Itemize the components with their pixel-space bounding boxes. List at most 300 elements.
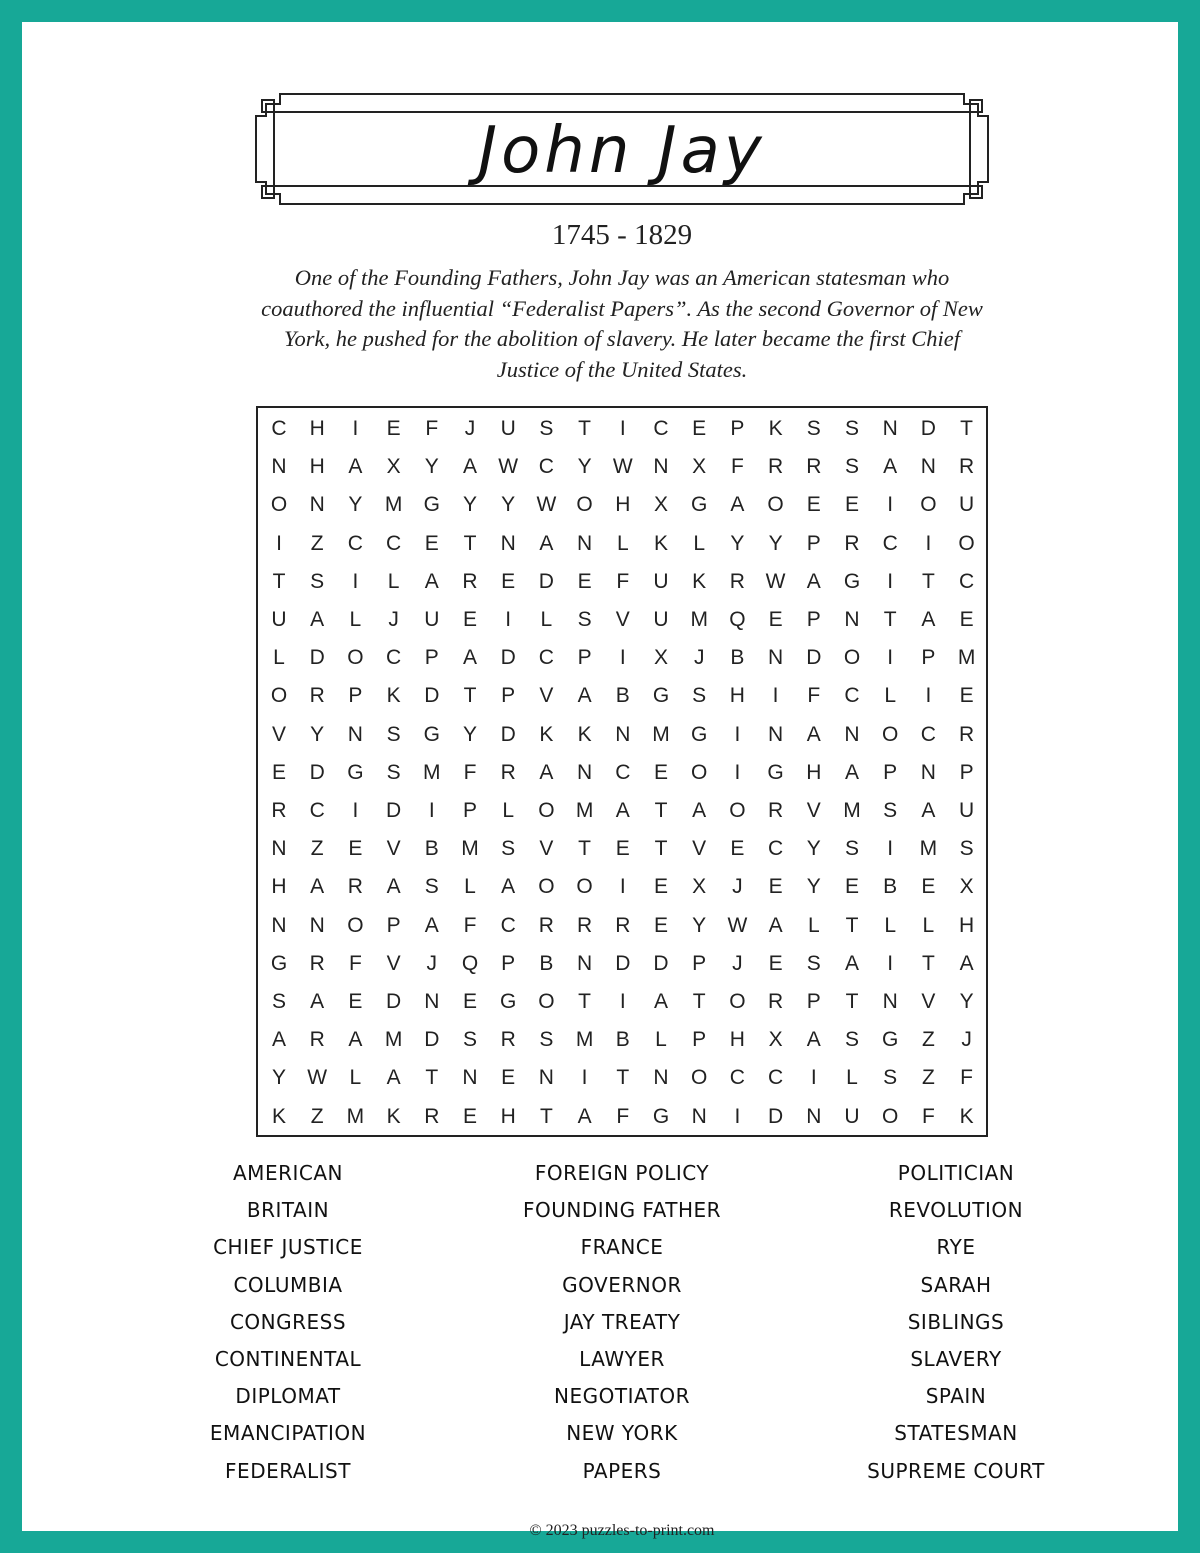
grid-letter: F bbox=[463, 760, 477, 784]
grid-letter: E bbox=[653, 913, 668, 937]
grid-letter: P bbox=[501, 684, 516, 708]
grid-letter: L bbox=[807, 913, 820, 937]
grid-letter: A bbox=[921, 608, 936, 631]
word-bank-item: GOVERNOR bbox=[562, 1272, 682, 1297]
grid-letter: A bbox=[310, 990, 325, 1013]
grid-letter: M bbox=[575, 799, 594, 822]
word-bank-item: LAWYER bbox=[579, 1346, 665, 1371]
grid-letter: P bbox=[921, 646, 936, 670]
grid-letter: L bbox=[502, 799, 515, 822]
word-bank-item: NEGOTIATOR bbox=[554, 1384, 690, 1409]
grid-letter: A bbox=[806, 569, 821, 593]
word-bank-item: SPAIN bbox=[925, 1384, 987, 1409]
grid-letter: S bbox=[577, 608, 592, 631]
grid-letter: G bbox=[423, 722, 440, 746]
grid-letter: I bbox=[619, 417, 626, 440]
biography-description: One of the Founding Fathers, John Jay was an American statesman who coauthored the influential “Federalist Papers”. As the second Governor of New York, he pushed for the abolition of slavery. He later became the first Chief Justice of the United States. bbox=[261, 265, 983, 382]
grid-letter: O bbox=[270, 493, 288, 517]
grid-letter: E bbox=[768, 951, 783, 975]
grid-letter: S bbox=[806, 417, 821, 440]
grid-letter: I bbox=[925, 684, 932, 708]
grid-letter: V bbox=[921, 990, 936, 1013]
grid-letter: S bbox=[844, 417, 859, 440]
grid-letter: K bbox=[386, 1104, 401, 1128]
grid-row bbox=[258, 792, 986, 830]
grid-letter: I bbox=[619, 646, 626, 670]
grid-letter: E bbox=[501, 1066, 516, 1090]
grid-letter: Y bbox=[310, 722, 325, 746]
grid-letter: D bbox=[806, 646, 822, 670]
grid-letter: C bbox=[959, 569, 975, 593]
grid-letter: L bbox=[655, 1028, 667, 1052]
grid-letter: R bbox=[768, 990, 784, 1013]
grid-letter: K bbox=[959, 1104, 974, 1128]
grid-letter: R bbox=[844, 531, 860, 555]
grid-letter: Z bbox=[310, 837, 324, 861]
grid-letter: G bbox=[691, 722, 708, 746]
grid-letter: V bbox=[615, 608, 630, 631]
grid-letter: T bbox=[845, 990, 859, 1013]
grid-letter: E bbox=[462, 990, 477, 1013]
grid-letter: Y bbox=[959, 990, 974, 1013]
grid-row bbox=[258, 486, 986, 524]
grid-row bbox=[258, 563, 986, 601]
grid-letter: E bbox=[768, 875, 783, 899]
grid-letter: S bbox=[844, 837, 859, 861]
grid-letter: P bbox=[959, 760, 974, 784]
grid-letter: R bbox=[500, 1028, 516, 1052]
grid-letter: I bbox=[619, 990, 626, 1013]
grid-letter: A bbox=[653, 990, 668, 1013]
grid-letter: N bbox=[462, 1066, 478, 1090]
grid-letter: S bbox=[539, 1028, 554, 1052]
grid-letter: G bbox=[652, 684, 670, 708]
grid-letter: R bbox=[538, 913, 554, 937]
grid-letter: G bbox=[423, 493, 440, 517]
grid-row bbox=[258, 448, 986, 486]
grid-letter: N bbox=[768, 722, 784, 746]
grid-letter: N bbox=[691, 1104, 707, 1128]
grid-letter: O bbox=[691, 1066, 708, 1090]
grid-letter: B bbox=[883, 875, 898, 899]
grid-letter: Y bbox=[577, 455, 592, 479]
grid-letter: I bbox=[810, 1066, 817, 1090]
grid-letter: I bbox=[581, 1066, 588, 1090]
grid-letter: M bbox=[575, 1028, 594, 1052]
grid-letter: E bbox=[921, 875, 936, 899]
word-bank-column-1 bbox=[108, 1155, 468, 1490]
grid-letter: O bbox=[538, 799, 555, 822]
grid-letter: I bbox=[352, 799, 359, 822]
grid-letter: Y bbox=[806, 875, 821, 899]
grid-letter: R bbox=[729, 569, 745, 593]
grid-letter: O bbox=[576, 875, 593, 899]
grid-letter: W bbox=[536, 493, 557, 517]
grid-letter: W bbox=[612, 455, 633, 479]
grid-letter: H bbox=[271, 875, 287, 899]
grid-letter: Q bbox=[461, 951, 479, 975]
grid-letter: N bbox=[882, 990, 898, 1013]
grid-letter: V bbox=[539, 837, 554, 861]
grid-letter: F bbox=[616, 1104, 630, 1128]
grid-letter: T bbox=[272, 569, 286, 593]
grid-letter: N bbox=[653, 455, 669, 479]
grid-letter: C bbox=[768, 837, 784, 861]
grid-letter: F bbox=[425, 417, 439, 440]
grid-letter: N bbox=[271, 837, 287, 861]
grid-letter: C bbox=[386, 646, 402, 670]
grid-letter: B bbox=[615, 684, 630, 708]
word-search-grid bbox=[256, 406, 988, 1137]
grid-letter: G bbox=[347, 760, 364, 784]
grid-letter: I bbox=[734, 1104, 741, 1128]
grid-letter: P bbox=[692, 951, 707, 975]
word-bank-item: SIBLINGS bbox=[907, 1309, 1005, 1334]
grid-letter: B bbox=[424, 837, 439, 861]
grid-letter: I bbox=[619, 875, 626, 899]
grid-letter: C bbox=[386, 531, 402, 555]
grid-letter: L bbox=[884, 684, 897, 708]
grid-letter: U bbox=[844, 1104, 860, 1128]
grid-letter: K bbox=[577, 722, 592, 746]
grid-letter: A bbox=[806, 1028, 821, 1052]
word-bank-item: CHIEF JUSTICE bbox=[213, 1235, 363, 1260]
grid-letter: S bbox=[310, 569, 325, 593]
grid-letter: P bbox=[806, 531, 821, 555]
grid-letter: A bbox=[921, 799, 936, 822]
grid-letter: D bbox=[538, 569, 554, 593]
grid-letter: A bbox=[501, 875, 516, 899]
word-bank-item: FRANCE bbox=[580, 1235, 664, 1260]
grid-letter: V bbox=[539, 684, 554, 708]
grid-letter: E bbox=[386, 417, 401, 440]
grid-letter: M bbox=[919, 837, 938, 861]
grid-letter: N bbox=[424, 990, 440, 1013]
grid-letter: J bbox=[961, 1028, 972, 1052]
grid-letter: Y bbox=[462, 722, 477, 746]
word-bank-item: POLITICIAN bbox=[897, 1161, 1015, 1185]
grid-letter: L bbox=[349, 1066, 362, 1090]
grid-letter: N bbox=[577, 531, 593, 555]
grid-letter: A bbox=[271, 1028, 286, 1052]
grid-letter: V bbox=[271, 722, 286, 746]
grid-letter: N bbox=[271, 455, 287, 479]
grid-letter: E bbox=[692, 417, 707, 440]
grid-letter: L bbox=[387, 569, 400, 593]
grid-letter: A bbox=[310, 608, 325, 631]
grid-letter: H bbox=[500, 1104, 516, 1128]
grid-letter: D bbox=[653, 951, 669, 975]
grid-letter: O bbox=[882, 1104, 899, 1128]
grid-letter: U bbox=[500, 417, 516, 440]
grid-letter: P bbox=[348, 684, 363, 708]
grid-letter: Z bbox=[310, 531, 324, 555]
grid-letter: R bbox=[462, 569, 478, 593]
grid-letter: D bbox=[920, 417, 936, 440]
grid-letter: P bbox=[386, 913, 401, 937]
word-bank-item: REVOLUTION bbox=[888, 1198, 1024, 1223]
grid-letter: N bbox=[309, 493, 325, 517]
grid-letter: E bbox=[348, 837, 363, 861]
grid-letter: I bbox=[428, 799, 435, 822]
word-bank-item: CONTINENTAL bbox=[214, 1346, 362, 1371]
grid-letter: P bbox=[806, 990, 821, 1013]
grid-letter: X bbox=[959, 875, 974, 899]
grid-letter: N bbox=[653, 1066, 669, 1090]
grid-letter: Y bbox=[348, 493, 363, 517]
grid-row bbox=[258, 677, 986, 715]
grid-letter: A bbox=[730, 493, 745, 517]
grid-letter: O bbox=[538, 875, 555, 899]
grid-row bbox=[258, 983, 986, 1021]
grid-letter: C bbox=[920, 722, 936, 746]
grid-letter: Z bbox=[310, 1104, 324, 1128]
grid-letter: H bbox=[309, 417, 325, 440]
grid-letter: A bbox=[386, 1066, 401, 1090]
grid-letter: J bbox=[732, 951, 743, 975]
grid-letter: I bbox=[772, 684, 779, 708]
grid-letter: K bbox=[539, 722, 554, 746]
grid-letter: E bbox=[462, 608, 477, 631]
grid-letter: T bbox=[692, 990, 706, 1013]
word-bank bbox=[22, 1155, 1200, 1495]
grid-letter: S bbox=[424, 875, 439, 899]
grid-letter: J bbox=[693, 646, 705, 670]
grid-letter: M bbox=[690, 608, 708, 631]
word-bank-item: AMERICAN bbox=[233, 1161, 343, 1185]
grid-letter: T bbox=[578, 837, 591, 861]
grid-letter: D bbox=[500, 646, 516, 670]
grid-letter: E bbox=[577, 569, 592, 593]
grid-letter: N bbox=[844, 608, 860, 631]
grid-letter: G bbox=[767, 760, 784, 784]
grid-letter: T bbox=[425, 1066, 439, 1090]
grid-letter: K bbox=[386, 684, 401, 708]
grid-letter: X bbox=[653, 646, 668, 670]
word-bank-item: PAPERS bbox=[582, 1458, 662, 1483]
grid-letter: C bbox=[882, 531, 898, 555]
grid-letter: C bbox=[347, 531, 363, 555]
grid-letter: X bbox=[386, 455, 401, 479]
grid-letter: F bbox=[921, 1104, 935, 1128]
grid-row bbox=[258, 830, 986, 868]
grid-letter: C bbox=[309, 799, 325, 822]
grid-letter: M bbox=[461, 837, 479, 861]
grid-letter: R bbox=[768, 455, 784, 479]
grid-row bbox=[258, 1021, 986, 1059]
grid-letter: R bbox=[615, 913, 631, 937]
grid-row bbox=[258, 639, 986, 677]
grid-letter: A bbox=[959, 951, 974, 975]
grid-letter: V bbox=[386, 837, 401, 861]
grid-letter: E bbox=[730, 837, 745, 861]
grid-letter: Z bbox=[921, 1066, 935, 1090]
grid-letter: X bbox=[653, 493, 668, 517]
grid-letter: P bbox=[692, 1028, 707, 1052]
grid-letter: O bbox=[843, 646, 861, 670]
grid-letter: E bbox=[768, 608, 783, 631]
grid-letter: T bbox=[463, 531, 477, 555]
grid-letter: P bbox=[730, 417, 745, 440]
grid-letter: Y bbox=[271, 1066, 286, 1090]
grid-letter: N bbox=[577, 760, 593, 784]
grid-row bbox=[258, 1098, 986, 1136]
grid-letter: T bbox=[578, 417, 591, 440]
grid-letter: E bbox=[844, 875, 859, 899]
grid-letter: L bbox=[349, 608, 362, 631]
word-bank-item: SLAVERY bbox=[910, 1346, 1002, 1371]
grid-letter: Z bbox=[921, 1028, 935, 1052]
grid-letter: C bbox=[538, 646, 554, 670]
grid-letter: W bbox=[307, 1066, 328, 1090]
grid-letter: D bbox=[386, 990, 402, 1013]
grid-letter: M bbox=[384, 1028, 403, 1052]
grid-letter: Y bbox=[730, 531, 745, 555]
grid-letter: I bbox=[734, 760, 741, 784]
grid-row bbox=[258, 525, 986, 563]
grid-letter: X bbox=[692, 875, 707, 899]
grid-letter: I bbox=[887, 837, 894, 861]
grid-letter: U bbox=[959, 493, 975, 517]
grid-letter: E bbox=[615, 837, 630, 861]
word-bank-item: FOUNDING FATHER bbox=[522, 1198, 722, 1223]
grid-letter: D bbox=[768, 1104, 784, 1128]
grid-letter: R bbox=[309, 951, 325, 975]
grid-letter: B bbox=[615, 1028, 630, 1052]
word-bank-item: JAY TREATY bbox=[563, 1309, 681, 1334]
grid-letter: U bbox=[424, 608, 440, 631]
grid-letter: N bbox=[844, 722, 860, 746]
grid-letter: R bbox=[309, 1028, 325, 1052]
grid-letter: A bbox=[348, 455, 363, 479]
grid-letter: F bbox=[348, 951, 362, 975]
grid-letter: M bbox=[423, 760, 441, 784]
grid-row bbox=[258, 907, 986, 945]
grid-letter: T bbox=[654, 799, 668, 822]
grid-letter: R bbox=[959, 455, 975, 479]
grid-letter: H bbox=[729, 1028, 745, 1052]
grid-letter: R bbox=[577, 913, 593, 937]
grid-letter: B bbox=[539, 951, 554, 975]
grid-letter: N bbox=[347, 722, 363, 746]
grid-letter: O bbox=[767, 493, 784, 517]
grid-letter: C bbox=[844, 684, 860, 708]
copyright-footer: © 2023 puzzles-to-print.com bbox=[529, 1522, 715, 1539]
grid-letter: A bbox=[462, 455, 477, 479]
grid-letter: J bbox=[464, 417, 476, 440]
word-bank-item: BRITAIN bbox=[246, 1198, 330, 1223]
grid-letter: H bbox=[959, 913, 975, 937]
grid-letter: M bbox=[843, 799, 861, 822]
grid-letter: A bbox=[310, 875, 325, 899]
grid-letter: P bbox=[462, 799, 477, 822]
grid-letter: G bbox=[843, 569, 861, 593]
grid-letter: O bbox=[920, 493, 937, 517]
grid-letter: S bbox=[501, 837, 516, 861]
grid-letter: P bbox=[806, 608, 821, 631]
grid-letter: T bbox=[960, 417, 973, 440]
grid-letter: A bbox=[577, 1104, 592, 1128]
grid-letter: J bbox=[426, 951, 438, 975]
grid-letter: D bbox=[309, 760, 325, 784]
grid-letter: T bbox=[616, 1066, 630, 1090]
word-bank-item: FEDERALIST bbox=[225, 1458, 351, 1483]
grid-letter: S bbox=[883, 1066, 898, 1090]
grid-letter: O bbox=[538, 990, 555, 1013]
grid-letter: N bbox=[920, 760, 936, 784]
grid-letter: N bbox=[309, 913, 325, 937]
grid-letter: S bbox=[386, 760, 401, 784]
word-bank-item: SUPREME COURT bbox=[867, 1458, 1045, 1483]
grid-letter: I bbox=[352, 417, 359, 440]
grid-row bbox=[258, 868, 986, 906]
grid-letter: L bbox=[616, 531, 629, 555]
grid-letter: E bbox=[653, 875, 668, 899]
word-bank-item: EMANCIPATION bbox=[209, 1421, 367, 1446]
grid-letter: N bbox=[615, 722, 631, 746]
title-frame bbox=[254, 92, 990, 206]
grid-letter: U bbox=[653, 569, 669, 593]
grid-letter: I bbox=[887, 569, 894, 593]
grid-letter: N bbox=[768, 646, 784, 670]
grid-letter: A bbox=[462, 646, 477, 670]
grid-letter: D bbox=[424, 1028, 440, 1052]
grid-letter: K bbox=[653, 531, 668, 555]
grid-letter: J bbox=[732, 875, 743, 899]
grid-letter: N bbox=[577, 951, 593, 975]
grid-letter: I bbox=[887, 493, 894, 517]
grid-letter: Y bbox=[806, 837, 821, 861]
grid-letter: M bbox=[957, 646, 976, 670]
grid-letter: Y bbox=[424, 455, 439, 479]
grid-letter: R bbox=[768, 799, 784, 822]
grid-letter: R bbox=[500, 760, 516, 784]
grid-letter: E bbox=[501, 569, 516, 593]
grid-letter: Y bbox=[768, 531, 783, 555]
grid-letter: A bbox=[539, 760, 554, 784]
grid-row bbox=[258, 945, 986, 983]
grid-letter: P bbox=[577, 646, 592, 670]
grid-letter: N bbox=[500, 531, 516, 555]
grid-letter: H bbox=[729, 684, 745, 708]
word-bank-item: COLUMBIA bbox=[233, 1272, 343, 1297]
grid-letter: Y bbox=[501, 493, 516, 517]
grid-letter: C bbox=[271, 417, 287, 440]
grid-letter: D bbox=[309, 646, 325, 670]
grid-letter: M bbox=[384, 493, 403, 517]
grid-letter: S bbox=[883, 799, 898, 822]
grid-letter: A bbox=[577, 684, 592, 708]
grid-letter: I bbox=[276, 531, 282, 555]
grid-letter: C bbox=[615, 760, 631, 784]
grid-letter: F bbox=[616, 569, 630, 593]
grid-letter: X bbox=[692, 455, 707, 479]
grid-row bbox=[258, 1059, 986, 1097]
grid-letter: D bbox=[500, 722, 516, 746]
grid-letter: T bbox=[921, 951, 935, 975]
grid-letter: O bbox=[576, 493, 593, 517]
grid-letter: R bbox=[271, 799, 287, 822]
grid-letter: S bbox=[844, 455, 859, 479]
grid-letter: O bbox=[882, 722, 899, 746]
grid-letter: D bbox=[424, 684, 440, 708]
grid-letter: E bbox=[424, 531, 439, 555]
grid-letter: A bbox=[844, 951, 859, 975]
word-bank-item: FOREIGN POLICY bbox=[534, 1161, 710, 1185]
grid-letter: U bbox=[959, 799, 975, 822]
grid-letter: C bbox=[768, 1066, 784, 1090]
grid-letter: I bbox=[734, 722, 741, 746]
